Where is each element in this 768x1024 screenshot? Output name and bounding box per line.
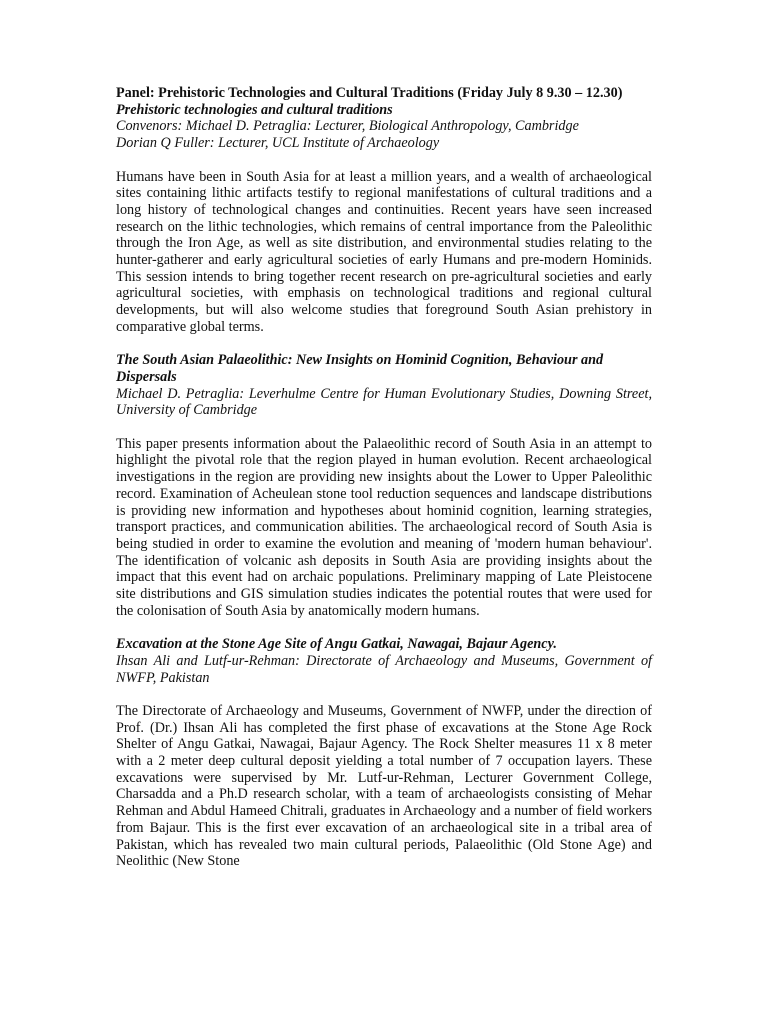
spacer bbox=[116, 686, 652, 703]
paper-abstract: The Directorate of Archaeology and Museums, Government of NWFP, under the direction of Prof. (Dr.) Ihsan Ali has completed the first phase of excavations at the Stone Age Rock Shelter of Angu Gatkai, Nawagai, Bajaur Agency. The Rock Shelter measures 11 x 8 meter with a 2 meter deep cultural deposit yielding a total number of 7 occupation layers. These excavations were supervised by Mr. Lutf-ur-Rehman, Lecturer Government College, Charsadda and a Ph.D research scholar, with a team of archaeologists consisting of Mehar Rehman and Abdul Hameed Chitrali, graduates in Archaeology and a number of field workers from Bajaur. This is the first ever excavation of an archaeological site in a tribal area of Pakistan, which has revealed two main cultural periods, Palaeolithic (Old Stone Age) and Neolithic (New Stone bbox=[116, 702, 652, 870]
convenor-line-1: Convenors: Michael D. Petraglia: Lecturer, Biological Anthropology, Cambridge bbox=[116, 118, 579, 135]
spacer bbox=[116, 419, 652, 436]
convenor-line-2: Dorian Q Fuller: Lecturer, UCL Institute of Archaeology bbox=[116, 135, 440, 152]
spacer bbox=[116, 336, 652, 353]
panel-abstract: Humans have been in South Asia for at least a million years, and a wealth of archaeological sites containing lithic artifacts testify to regional manifestations of cultural traditions and a long history of technological changes and continuities. Recent years have seen increased research on the lithic technologies, which remains of central importance from the Paleolithic through the Iron Age, as well as site distribution, and environmental studies relating to the hunter-gatherer and early agricultural societies of early Humans and pre-modern Hominids. This session intends to bring together recent research on pre-agricultural societies and early agricultural societies, with emphasis on technological traditions and regional cultural developments, but will also welcome studies that foreground South Asian prehistory in comparative global terms. bbox=[116, 168, 652, 335]
spacer bbox=[116, 619, 652, 636]
paper-title: Excavation at the Stone Age Site of Angu Gatkai, Nawagai, Bajaur Agency. bbox=[116, 636, 557, 653]
paper-authors: Michael D. Petraglia: Leverhulme Centre for Human Evolutionary Studies, Downing Street, University of Cambridge bbox=[116, 385, 652, 419]
panel-subtitle: Prehistoric technologies and cultural traditions bbox=[116, 101, 393, 118]
document-page bbox=[116, 85, 652, 870]
panel-title: Panel: Prehistoric Technologies and Cultural Traditions (Friday July 8 9.30 – 12.30) bbox=[116, 85, 623, 101]
paper-abstract: This paper presents information about the Palaeolithic record of South Asia in an attempt to highlight the pivotal role that the region played in human evolution. Recent archaeological investigations in the region are providing new insights about the Lower to Upper Paleolithic record. Examination of Acheulean stone tool reduction sequences and landscape distributions is providing new information and hypotheses about hominid cognition, learning strategies, transport practices, and communication abilities. The archaeological record of South Asia is being studied in order to examine the evolution and meaning of 'modern human behaviour'. The identification of volcanic ash deposits in South Asia are providing insights about the impact that this event had on archaic populations. Preliminary mapping of Late Pleistocene site distributions and GIS simulation studies indicates the potential routes that were used for the colonisation of South Asia by anatomically modern humans. bbox=[116, 435, 652, 619]
spacer bbox=[116, 152, 652, 169]
paper-title: The South Asian Palaeolithic: New Insights on Hominid Cognition, Behaviour and Dispersals bbox=[116, 352, 604, 385]
paper-authors: Ihsan Ali and Lutf-ur-Rehman: Directorate of Archaeology and Museums, Government of NWFP, Pakistan bbox=[116, 652, 652, 686]
